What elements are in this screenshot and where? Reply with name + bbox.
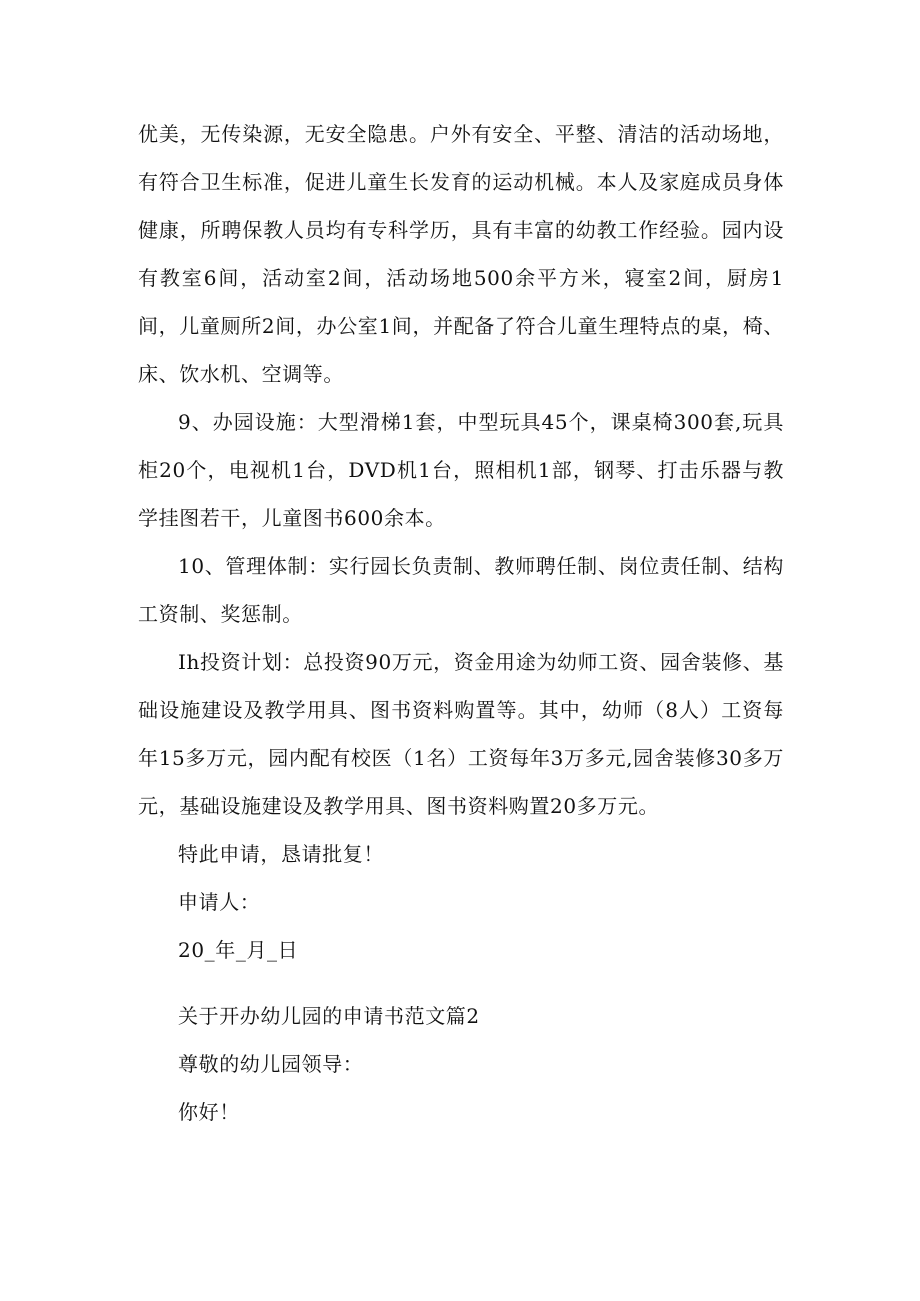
- paragraph-item-10-management: 10、管理体制：实行园长负责制、教师聘任制、岗位责任制、结构工资制、奖惩制。: [138, 554, 784, 626]
- closing-request: 特此申请，恳请批复！: [178, 842, 384, 866]
- section-spacer: [138, 974, 784, 992]
- paragraph-item-9-equipment: 9、办园设施：大型滑梯1套，中型玩具45个，课桌椅300套,玩具柜20个，电视机1台，DVD机1台，照相机1部，钢琴、打击乐器与教学挂图若干，儿童图书600余本。: [138, 410, 784, 530]
- greeting: 你好！: [178, 1100, 240, 1124]
- paragraph-facilities-description: 优美，无传染源，无安全隐患。户外有安全、平整、清洁的活动场地，有符合卫生标准，促进儿童生长发育的运动机械。本人及家庭成员身体健康，所聘保教人员均有专科学历，具有丰富的幼教工作经验。园内设有教室6间，活动室2间，活动场地500余平方米，寝室2间，厨房1间，儿童厕所2间，办公室1间，并配备了符合儿童生理特点的桌，椅、床、饮水机、空调等。: [138, 122, 784, 386]
- section-title: 关于开办幼儿园的申请书范文篇2: [178, 1004, 480, 1028]
- closing-date: 20_年_月_日: [178, 938, 299, 962]
- document-body: [138, 110, 784, 1136]
- salutation: 尊敬的幼儿园领导：: [178, 1052, 364, 1076]
- closing-applicant: 申请人：: [178, 890, 261, 914]
- paragraph-item-11-investment: Ih投资计划：总投资90万元，资金用途为幼师工资、园舍装修、基础设施建设及教学用具、图书资料购置等。其中，幼师（8人）工资每年15多万元，园内配有校医（1名）工资每年3万多元,园舍装修30多万元，基础设施建设及教学用具、图书资料购置20多万元。: [138, 650, 784, 818]
